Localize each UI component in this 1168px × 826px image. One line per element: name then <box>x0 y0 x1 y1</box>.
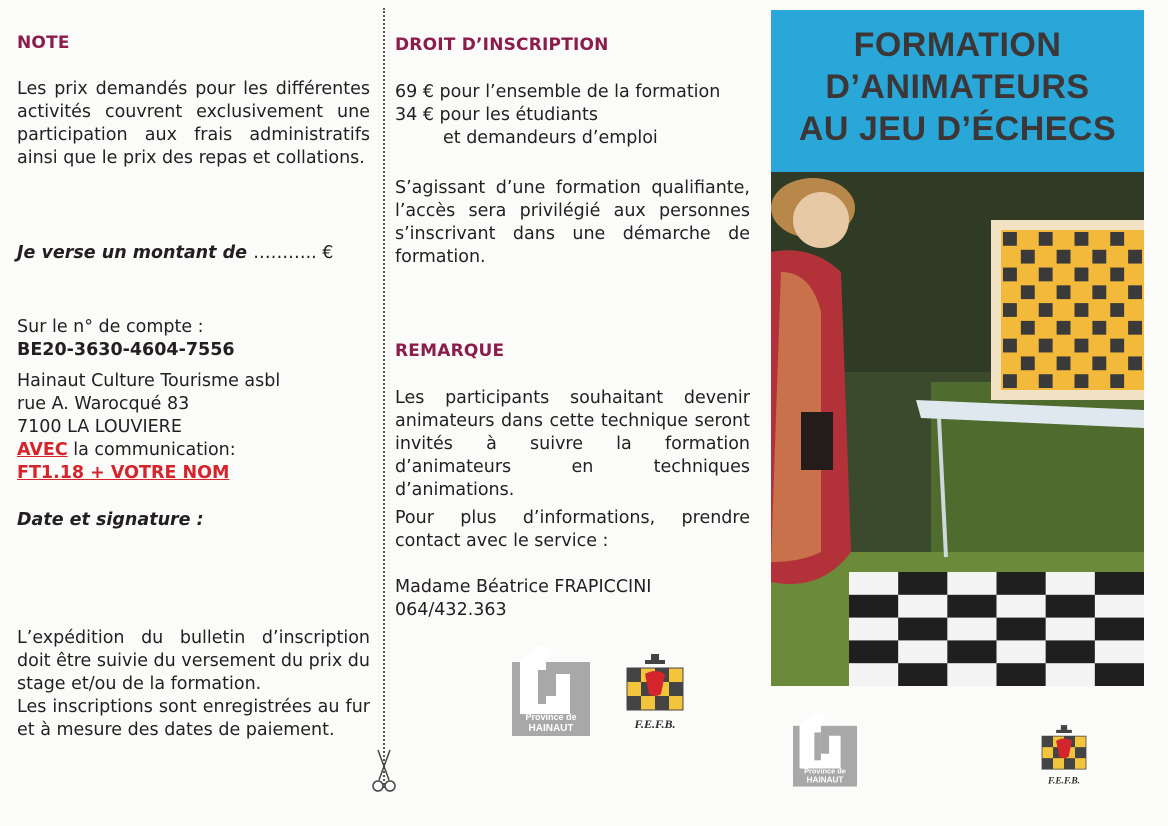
remarque-heading: REMARQUE <box>395 341 505 361</box>
svg-text:HAINAUT: HAINAUT <box>806 775 844 785</box>
contact-phone: 064/432.363 <box>395 600 507 620</box>
communication-code: FT1.18 + VOTRE NOM <box>17 463 230 483</box>
price-reduced: 34 € pour les étudiants <box>395 105 598 125</box>
amount-line <box>17 243 333 263</box>
address-line-3: 7100 LA LOUVIERE <box>17 417 182 437</box>
price-block <box>395 81 750 150</box>
title-band <box>771 10 1144 172</box>
cut-line <box>383 8 385 788</box>
svg-text:HAINAUT: HAINAUT <box>528 723 574 734</box>
comm-prefix: AVEC <box>17 440 68 460</box>
price-reduced-cont: et demandeurs d’emploi <box>443 128 658 148</box>
signature-label: Date et signature : <box>17 510 204 530</box>
address-line-1: Hainaut Culture Tourisme asbl <box>17 371 281 391</box>
droit-heading: DROIT D’INSCRIPTION <box>395 35 609 55</box>
address-line-2: rue A. Warocqué 83 <box>17 394 190 414</box>
title-line-2: D’ANIMATEURS <box>825 68 1090 106</box>
province-hainaut-logo-small <box>793 707 857 789</box>
remarque-text: Les participants souhaitant devenir animateurs dans cette technique seront invités à suivre la formation d’animateurs en techniques d’animations. <box>395 388 750 500</box>
account-number: BE20-3630-4604-7556 <box>17 340 235 360</box>
footer-text-2: Les inscriptions sont enregistrées au fur et à mesure des dates de paiement. <box>17 697 370 740</box>
amount-label: Je verse un montant de <box>17 243 247 263</box>
fefb-logo-small <box>1034 722 1094 788</box>
account-block <box>17 316 370 362</box>
address-block <box>17 370 370 485</box>
comm-rest: la communication: <box>67 440 236 460</box>
info-text: Pour plus d’informations, prendre contact avec le service : <box>395 508 750 551</box>
contact-block <box>395 576 750 622</box>
communication-line <box>17 439 370 462</box>
qualif-text: S’agissant d’une formation qualifiante, l’accès sera privilégié aux personnes s’inscrivant dans une démarche de formation. <box>395 178 750 267</box>
svg-text:F.E.F.B.: F.E.F.B. <box>634 717 676 731</box>
scissors-icon <box>372 748 396 796</box>
title-line-3: AU JEU D’ÉCHECS <box>798 110 1117 148</box>
account-label: Sur le n° de compte : <box>17 317 204 337</box>
amount-dots: ……….. € <box>253 243 334 263</box>
svg-text:Province de: Province de <box>804 766 846 776</box>
note-text: Les prix demandés pour les différentes activités couvrent exclusivement une participation aux frais administratifs ainsi que le prix des repas et collations. <box>17 79 370 168</box>
note-heading: NOTE <box>17 33 70 53</box>
contact-name: Madame Béatrice FRAPICCINI <box>395 577 652 597</box>
footer-text: L’expédition du bulletin d’inscription doit être suivie du versement du prix du stage et/ou de la formation. <box>17 628 370 694</box>
fefb-logo <box>621 650 689 734</box>
svg-text:Province de: Province de <box>525 712 577 722</box>
province-hainaut-logo <box>512 642 590 736</box>
chess-photo <box>771 172 1144 686</box>
price-full: 69 € pour l’ensemble de la formation <box>395 82 721 102</box>
title-line-1: FORMATION <box>853 26 1062 64</box>
svg-text:F.E.F.B.: F.E.F.B. <box>1047 776 1081 787</box>
